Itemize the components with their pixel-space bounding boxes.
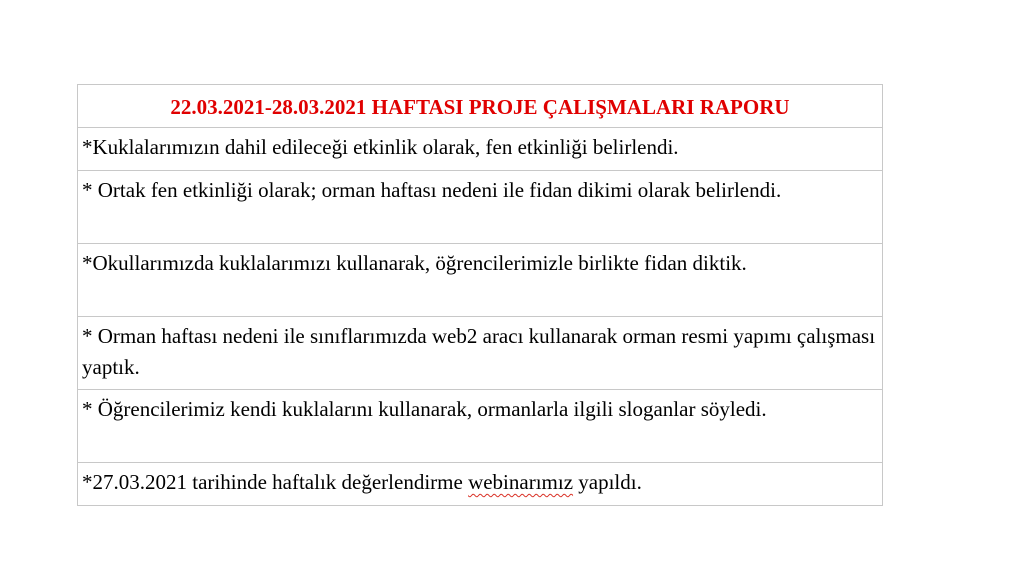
report-item-text-before: *27.03.2021 tarihinde haftalık değerlendirme (82, 470, 469, 494)
report-item-text-after: yapıldı. (573, 470, 642, 494)
table-row (78, 317, 883, 390)
report-item (78, 463, 883, 506)
table-row (78, 171, 883, 244)
spellcheck-flagged-word[interactable]: webinarımız (468, 470, 574, 494)
report-item: *Kuklalarımızın dahil edileceği etkinlik olarak, fen etkinliği belirlendi. (78, 128, 883, 171)
title-row (78, 85, 883, 128)
table-row (78, 128, 883, 171)
table-row (78, 463, 883, 506)
report-table (77, 84, 883, 506)
report-item: *Okullarımızda kuklalarımızı kullanarak, öğrencilerimizle birlikte fidan diktik. (78, 244, 883, 317)
report-title: 22.03.2021-28.03.2021 HAFTASI PROJE ÇALIŞMALARI RAPORU (78, 85, 883, 128)
table-row (78, 244, 883, 317)
report-item: * Orman haftası nedeni ile sınıflarımızda web2 aracı kullanarak orman resmi yapımı çalışması yaptık. (78, 317, 883, 390)
table-row (78, 390, 883, 463)
report-item: * Öğrencilerimiz kendi kuklalarını kullanarak, ormanlarla ilgili sloganlar söyledi. (78, 390, 883, 463)
report-item: * Ortak fen etkinliği olarak; orman haftası nedeni ile fidan dikimi olarak belirlendi. (78, 171, 883, 244)
